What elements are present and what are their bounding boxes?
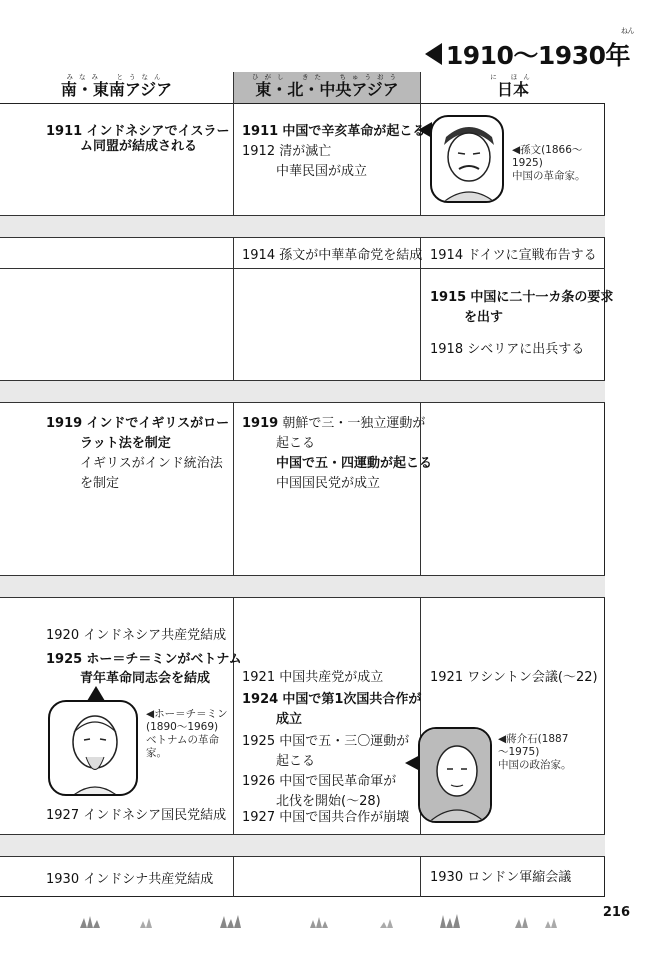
bubble-pointer <box>87 686 105 701</box>
row-band <box>0 834 605 857</box>
portrait-illustration <box>432 117 504 203</box>
event-1920-south: 1920 インドネシア共産党結成 <box>46 628 227 643</box>
column-divider <box>233 72 234 897</box>
event-1914-japan: 1914 ドイツに宣戦布告する <box>430 248 597 263</box>
caption-sun-yat-sen: ◀孫文(1866～ 1925) 中国の革命家。 <box>512 144 586 182</box>
event-1921-japan: 1921 ワシントン会議(～22) <box>430 670 598 685</box>
event-1918-japan: 1918 シベリアに出兵する <box>430 342 585 357</box>
grass-decoration <box>80 912 480 928</box>
event-1919-east: 1919 朝鮮で三・一独立運動が 起こる 中国で五・四運動が起こる 中国国民党が成立 <box>242 416 433 491</box>
row-divider <box>0 268 605 269</box>
arrow-left-icon <box>425 43 442 65</box>
caption-ho-chi-minh: ◀ホー＝チ＝ミン (1890～1969) ベトナムの革命 家。 <box>146 708 228 759</box>
event-1927-south: 1927 インドネシア国民党結成 <box>46 808 227 823</box>
column-header-japan: に ほん 日本 <box>421 72 605 104</box>
portrait-sun-yat-sen <box>430 115 504 203</box>
bubble-pointer <box>405 755 420 771</box>
grass-decoration <box>515 912 575 928</box>
event-1924-east: 1924 中国で第1次国共合作が 成立 <box>242 692 422 727</box>
event-1921-east: 1921 中国共産党が成立 <box>242 670 384 685</box>
row-band <box>0 215 605 238</box>
portrait-chiang-kai-shek <box>418 727 492 823</box>
caption-chiang-kai-shek: ◀蔣介石(1887 ～1975) 中国の政治家。 <box>498 733 572 771</box>
portrait-illustration <box>420 729 492 823</box>
event-1911-south: 1911 インドネシアでイスラー ム同盟が結成される <box>46 124 230 154</box>
row-band <box>0 380 605 403</box>
event-1912-east: 1912 清が滅亡 中華民国が成立 <box>242 144 368 179</box>
event-1925-south: 1925 ホー＝チ＝ミンがベトナム 青年革命同志会を結成 <box>46 652 242 686</box>
column-header-south-asia: みなみ とうなん 南・東南アジア <box>0 72 233 104</box>
event-1914-east: 1914 孫文が中華革命党を結成 <box>242 248 423 263</box>
column-header-east-asia: ひがし きた ちゅうおう 東・北・中央アジア <box>234 72 420 104</box>
page-title: 1910～1930年 ねん <box>425 36 630 72</box>
bubble-pointer <box>418 122 432 138</box>
event-1930-japan: 1930 ロンドン軍縮会議 <box>430 870 572 885</box>
page-number: 216 <box>602 905 630 920</box>
event-1927-east: 1927 中国で国共合作が崩壊 <box>242 810 410 825</box>
row-band <box>0 575 605 598</box>
portrait-ho-chi-minh <box>48 700 138 796</box>
event-1925-east: 1925 中国で五・三〇運動が 起こる <box>242 734 410 769</box>
event-1930-south: 1930 インドシナ共産党結成 <box>46 872 214 887</box>
event-1926-east: 1926 中国で国民革命軍が 北伐を開始(～28) <box>242 774 397 809</box>
event-1915-japan: 1915 中国に二十一カ条の要求 を出す <box>430 290 614 325</box>
event-1919-south: 1919 インドでイギリスがロー ラット法を制定 イギリスがインド統治法 を制定 <box>46 416 230 491</box>
portrait-illustration <box>50 702 138 796</box>
event-1911-east: 1911 中国で辛亥革命が起こる <box>242 124 426 139</box>
